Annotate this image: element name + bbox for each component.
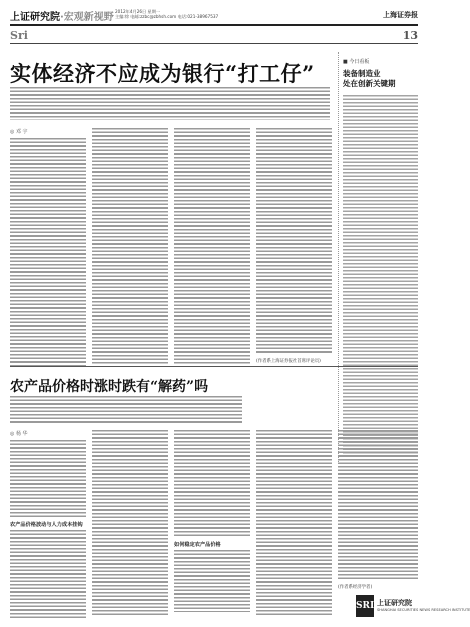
article1-column-2: [92, 128, 168, 364]
article1-column-3: [174, 128, 250, 364]
article1-text-3: [174, 128, 250, 364]
article2-body: [10, 430, 418, 615]
article1-column-1: [10, 128, 86, 364]
article2-byline: ◎ 杨 华: [10, 431, 28, 437]
sidebar-title: 装备制造业 处在创新关键期: [343, 69, 396, 88]
article2-text-4: [256, 430, 332, 615]
section-separator: [10, 366, 418, 367]
issue-date: 2012年4月26日 星期一: [115, 9, 161, 14]
brand-title: 上证研究院: [10, 12, 60, 23]
article2-column-1: [10, 430, 86, 615]
article1-text-4: [256, 128, 332, 354]
article1-text-2: [92, 128, 168, 364]
page-number: 13: [402, 29, 418, 42]
article2-text-3b: [174, 550, 250, 612]
article2-column-5: [338, 430, 418, 615]
article1-endnote: (作者系上海证券报社首席评论员): [256, 359, 321, 364]
page-header: [10, 8, 418, 44]
masthead-row: [10, 8, 418, 22]
article2-column-4: [256, 430, 332, 615]
article1-body: [10, 128, 332, 364]
article1-byline: ◎ 邓 宇: [10, 129, 28, 135]
article2-endnote: (作者系经济学者): [338, 585, 373, 590]
article1-text-1: [10, 138, 86, 366]
sidebar-text: [343, 95, 418, 467]
logo-mark: SRI: [356, 595, 374, 617]
header-rule: [10, 24, 418, 26]
article1-headline: 实体经济不应成为银行“打工仔”: [10, 61, 315, 86]
sidebar-column: [338, 52, 418, 462]
article2-subhead-2: 如何稳定农产品价格: [174, 542, 221, 548]
article1-column-4: [256, 128, 332, 364]
editor-contact: 主编:徐 电邮:zzbc@zbhsh.com 电话:021-38967537: [115, 14, 219, 19]
issue-meta: [115, 9, 218, 19]
brand-subtitle: ·宏观新视野: [60, 12, 114, 23]
header-rule-thin: [10, 43, 418, 44]
article2-subhead-1: 农产品价格波动与人力成本挂钩: [10, 522, 83, 528]
logo-subtext: SHANGHAI SECURITIES NEWS RESEARCH INSTITUTE: [377, 608, 470, 612]
sidebar-tag: ■ 今日看板: [343, 59, 370, 65]
article2-headline: 农产品价格时涨时跌有“解药”吗: [10, 379, 209, 395]
article2-column-3: [174, 430, 250, 615]
brand-name: [10, 8, 114, 23]
research-institute-logo: [356, 595, 470, 617]
article2-text-2: [92, 430, 168, 615]
paper-name: 上海证券报: [383, 11, 418, 19]
article2-lead: [10, 396, 242, 424]
logo-text: 上证研究院: [377, 599, 412, 607]
article1-lead: [10, 87, 330, 120]
section-mark: Sri: [10, 29, 28, 42]
article2-text-5: [338, 430, 418, 580]
article2-text-1b: [10, 530, 86, 618]
article2-text-3a: [174, 430, 250, 538]
article2-column-2: [92, 430, 168, 615]
article2-text-1a: [10, 440, 86, 518]
